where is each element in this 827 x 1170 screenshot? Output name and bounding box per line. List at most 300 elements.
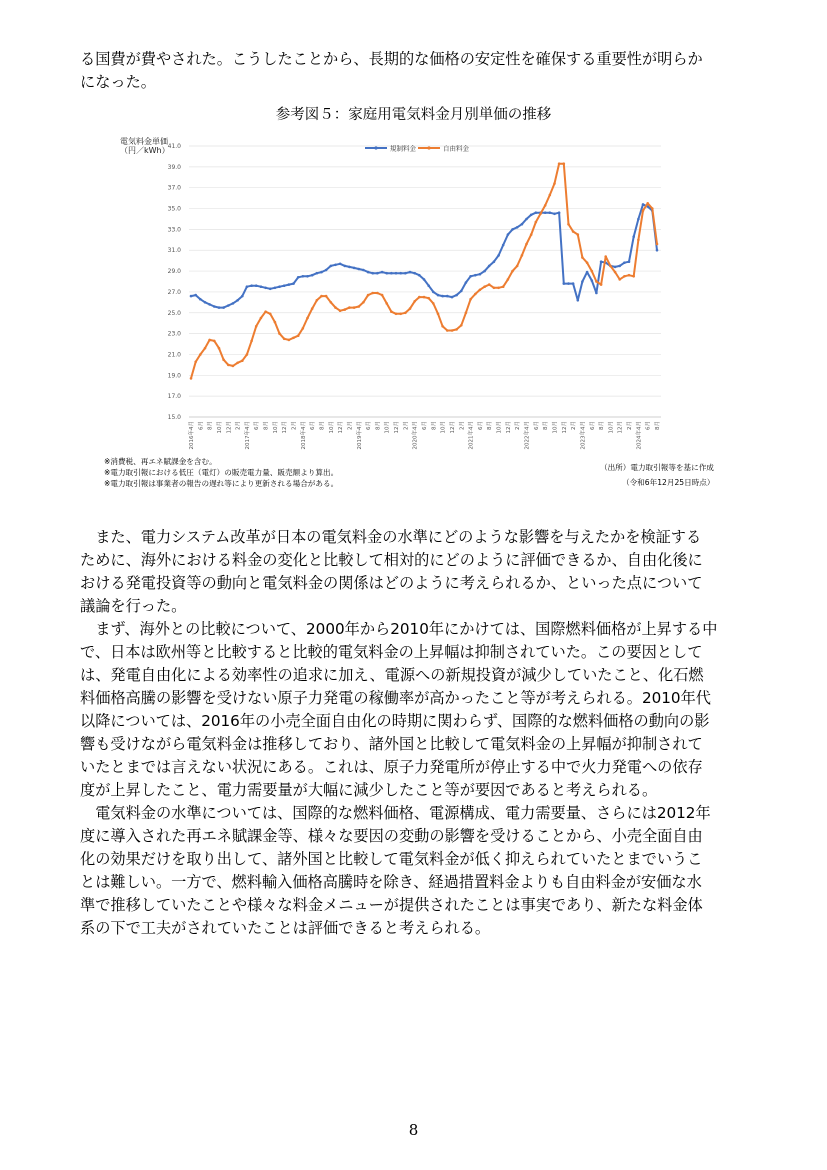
y-tick-labels xyxy=(168,143,182,421)
data-point xyxy=(250,284,253,287)
text-line: 響も受けながら電気料金は推移しており、諸外国と比較して電気料金の上昇幅が抑制されて xyxy=(80,735,703,753)
data-point xyxy=(241,295,244,298)
text-line: まず、海外との比較について、2000年から2010年にかけては、国際燃料価格が上昇する中 xyxy=(80,620,718,638)
data-point xyxy=(441,325,444,328)
data-point xyxy=(371,292,374,295)
data-point xyxy=(521,254,524,257)
data-point xyxy=(204,347,207,350)
data-point xyxy=(344,308,347,311)
data-point xyxy=(283,284,286,287)
data-point xyxy=(623,275,626,278)
data-point xyxy=(600,260,603,263)
data-point xyxy=(316,299,319,302)
data-point xyxy=(455,294,458,297)
data-point xyxy=(572,282,575,285)
legend xyxy=(365,144,470,153)
figure-note: ※消費税、再エネ賦課金を含む。 xyxy=(104,457,217,466)
data-point xyxy=(213,340,216,343)
y-tick-label: 25.0 xyxy=(167,309,181,317)
x-tick-label: 2月 xyxy=(235,421,242,430)
data-point xyxy=(577,233,580,236)
data-point xyxy=(437,294,440,297)
x-tick-label: 2022年4月 xyxy=(524,421,531,450)
data-point xyxy=(637,239,640,242)
data-point xyxy=(497,287,500,290)
data-point xyxy=(232,302,235,305)
data-point xyxy=(353,267,356,270)
data-point xyxy=(465,281,468,284)
x-tick-label: 12月 xyxy=(617,421,624,434)
data-point xyxy=(618,278,621,281)
x-tick-label: 6月 xyxy=(366,421,373,430)
data-point xyxy=(558,211,561,214)
data-point xyxy=(395,313,398,316)
x-tick-label: 2月 xyxy=(627,421,634,430)
data-point xyxy=(451,296,454,299)
data-point xyxy=(269,288,272,291)
y-tick-label: 31.0 xyxy=(167,247,181,255)
x-tick-label: 8月 xyxy=(487,421,494,430)
text-line: 以降については、2016年の小売全面自由化の時期に関わらず、国際的な燃料価格の動向の影 xyxy=(80,712,710,730)
x-tick-label: 10月 xyxy=(608,421,615,434)
y-axis-label xyxy=(120,136,170,155)
x-tick-label: 6月 xyxy=(533,421,540,430)
data-point xyxy=(269,313,272,316)
x-tick-label: 6月 xyxy=(645,421,652,430)
x-tick-label: 8月 xyxy=(207,421,214,430)
data-point xyxy=(595,292,598,295)
data-point xyxy=(413,272,416,275)
text-line: 準で推移していたことや様々な料金メニューが提供されたことは事実であり、新たな料金体 xyxy=(80,896,703,914)
text-line: 議論を行った。 xyxy=(80,597,187,615)
x-tick-label: 12月 xyxy=(394,421,401,434)
data-point xyxy=(348,306,351,309)
intro-paragraph xyxy=(80,48,752,94)
data-point xyxy=(418,296,421,299)
data-point xyxy=(194,294,197,297)
x-tick-label: 6月 xyxy=(310,421,317,430)
x-tick-label: 6月 xyxy=(422,421,428,430)
data-point xyxy=(264,287,267,290)
data-point xyxy=(390,272,393,275)
x-tick-label: 12月 xyxy=(505,421,512,434)
data-point xyxy=(353,306,356,309)
data-point xyxy=(376,292,379,295)
data-point xyxy=(241,359,244,362)
y-tick-label: 17.0 xyxy=(167,393,181,401)
text-line: ために、海外における料金の変化と比較して相対的にどのように評価できるか、自由化後に xyxy=(80,551,703,569)
x-tick-label: 8月 xyxy=(655,421,661,430)
data-point xyxy=(399,313,402,316)
data-point xyxy=(213,305,216,308)
data-point xyxy=(385,302,388,305)
y-tick-label: 37.0 xyxy=(167,184,181,192)
data-point xyxy=(199,298,202,301)
data-point xyxy=(563,162,566,165)
data-point xyxy=(628,274,631,277)
data-point xyxy=(525,243,528,246)
data-point xyxy=(306,275,309,278)
data-point xyxy=(334,306,337,309)
data-point xyxy=(246,353,249,356)
data-point xyxy=(507,278,510,281)
x-tick-label: 10月 xyxy=(272,421,279,434)
data-point xyxy=(385,272,388,275)
data-point xyxy=(567,282,570,285)
x-tick-label: 12月 xyxy=(338,421,345,434)
data-point xyxy=(455,328,458,331)
text-line: 電気料金の水準については、国際的な燃料価格、電源構成、電力需要量、さらには2012年 xyxy=(80,804,711,822)
y-tick-label: 29.0 xyxy=(167,268,181,276)
data-point xyxy=(292,337,295,340)
x-tick-label: 6月 xyxy=(477,421,484,430)
legend-label: 自由料金 xyxy=(443,144,469,153)
x-tick-label: 12月 xyxy=(449,421,456,434)
data-point xyxy=(302,275,305,278)
x-tick-label: 2月 xyxy=(291,421,298,430)
legend-label: 規制料金 xyxy=(390,144,416,153)
data-point xyxy=(604,255,607,258)
data-point xyxy=(302,327,305,330)
data-point xyxy=(413,300,416,303)
data-point xyxy=(591,279,594,282)
data-point xyxy=(479,273,482,276)
x-tick-label: 10月 xyxy=(216,421,223,434)
x-tick-label: 8月 xyxy=(431,421,438,430)
data-point xyxy=(558,162,561,165)
data-point xyxy=(632,275,635,278)
data-point xyxy=(656,249,659,252)
x-tick-label: 10月 xyxy=(440,421,447,434)
data-point xyxy=(549,194,552,197)
x-tick-label: 2016年4月 xyxy=(189,421,195,450)
data-point xyxy=(488,283,491,286)
text-line: いたとまでは言えない状況にある。これは、原子力発電所が停止する中で火力発電への依存 xyxy=(80,758,703,776)
data-point xyxy=(274,287,277,290)
x-tick-label: 10月 xyxy=(328,421,335,434)
x-tick-label: 2018年4月 xyxy=(300,421,307,450)
data-point xyxy=(623,261,626,264)
data-point xyxy=(516,226,519,229)
y-tick-label: 21.0 xyxy=(167,351,181,359)
data-point xyxy=(409,307,412,310)
y-tick-label: 39.0 xyxy=(167,163,181,171)
data-point xyxy=(469,275,472,278)
data-point xyxy=(418,274,421,277)
data-point xyxy=(577,299,580,302)
x-tick-label: 6月 xyxy=(589,421,596,430)
y-tick-label: 19.0 xyxy=(167,372,181,380)
data-point xyxy=(535,211,538,214)
x-tick-label: 10月 xyxy=(496,421,503,434)
data-point xyxy=(530,233,533,236)
data-point xyxy=(651,207,654,210)
data-point xyxy=(330,265,333,268)
text-line: 系の下で工夫がされていたことは評価できると考えられる。 xyxy=(80,919,491,937)
data-point xyxy=(441,295,444,298)
data-point xyxy=(409,271,412,274)
data-point xyxy=(297,334,300,337)
x-tick-label: 8月 xyxy=(543,421,550,430)
data-point xyxy=(404,312,407,315)
data-point xyxy=(320,271,323,274)
text-line: は、発電自由化による効率性の追求に加え、電源への新規投資が減少していたこと、化石燃 xyxy=(80,666,704,684)
x-tick-label: 6月 xyxy=(198,421,205,430)
data-point xyxy=(432,291,435,294)
data-point xyxy=(544,211,547,214)
data-point xyxy=(572,230,575,233)
x-tick-label: 8月 xyxy=(319,421,326,430)
x-tick-label: 2月 xyxy=(459,421,466,430)
data-point xyxy=(591,270,594,273)
data-point xyxy=(334,264,337,267)
data-point xyxy=(288,339,291,342)
data-point xyxy=(637,218,640,221)
x-tick-label: 10月 xyxy=(384,421,391,434)
text-line: 料価格高騰の影響を受けない原子力発電の稼働率が高かったこと等が考えられる。2010年代 xyxy=(80,689,711,707)
data-point xyxy=(399,272,402,275)
y-tick-label: 35.0 xyxy=(167,205,181,213)
data-point xyxy=(595,280,598,283)
data-point xyxy=(614,271,617,274)
data-point xyxy=(283,338,286,341)
data-point xyxy=(236,299,239,302)
x-tick-label: 6月 xyxy=(254,421,261,430)
x-tick-label: 12月 xyxy=(226,421,233,434)
data-point xyxy=(339,309,342,312)
data-point xyxy=(358,268,361,271)
data-point xyxy=(628,260,631,263)
data-point xyxy=(427,297,430,300)
data-point xyxy=(600,283,603,286)
data-point xyxy=(362,301,365,304)
data-point xyxy=(292,282,295,285)
data-point xyxy=(586,261,589,264)
data-point xyxy=(250,340,253,343)
y-axis-label-line: 電気料金単価 xyxy=(120,137,168,146)
data-point xyxy=(563,282,566,285)
figure-title: 参考図５：家庭用電気料金月別単価の推移 xyxy=(275,107,552,123)
text-line: また、電力システム改革が日本の電気料金の水準にどのような影響を与えたかを検証する xyxy=(80,528,702,546)
data-point xyxy=(642,203,645,206)
data-point xyxy=(446,329,449,332)
data-point xyxy=(493,260,496,263)
data-point xyxy=(306,317,309,320)
data-point xyxy=(581,256,584,259)
data-point xyxy=(227,304,230,307)
data-point xyxy=(427,284,430,287)
data-point xyxy=(460,324,463,327)
data-point xyxy=(260,317,263,320)
x-tick-label: 2月 xyxy=(347,421,354,430)
text-line: とは難しい。一方で、燃料輸入価格高騰時を除き、経過措置料金よりも自由料金が安価な水 xyxy=(80,873,702,891)
data-point xyxy=(567,223,570,226)
data-point xyxy=(511,228,514,231)
data-point xyxy=(348,266,351,269)
data-point xyxy=(297,276,300,279)
data-point xyxy=(618,265,621,268)
data-point xyxy=(381,294,384,297)
data-point xyxy=(199,353,202,356)
data-point xyxy=(367,294,370,297)
data-point xyxy=(362,269,365,272)
data-point xyxy=(642,209,645,212)
x-tick-label: 2020年4月 xyxy=(412,421,419,450)
data-point xyxy=(479,289,482,292)
data-point xyxy=(544,204,547,207)
data-point xyxy=(474,274,477,277)
data-point xyxy=(260,285,263,288)
x-tick-label: 2024年4月 xyxy=(636,421,643,450)
data-point xyxy=(483,270,486,273)
data-point xyxy=(581,280,584,283)
data-point xyxy=(474,293,477,296)
data-point xyxy=(507,233,510,236)
data-point xyxy=(232,365,235,368)
data-point xyxy=(274,321,277,324)
y-tick-label: 27.0 xyxy=(167,288,181,296)
text-line: おける発電投資等の動向と電気料金の関係はどのように考えられるか、といった点について xyxy=(80,574,703,592)
data-point xyxy=(432,302,435,305)
text-line: 化の効果だけを取り出して、諸外国と比較して電気料金が低く抑えられていたとまでいうこ xyxy=(80,850,703,868)
data-point xyxy=(511,270,514,273)
data-point xyxy=(325,295,328,298)
x-tick-label: 10月 xyxy=(552,421,559,434)
y-tick-label: 33.0 xyxy=(167,226,181,234)
x-tick-label: 2月 xyxy=(571,421,578,430)
data-point xyxy=(236,362,239,365)
data-point xyxy=(502,244,505,247)
x-tick-label: 2月 xyxy=(515,421,522,430)
data-point xyxy=(311,307,314,310)
data-point xyxy=(395,272,398,275)
legend-marker xyxy=(427,146,430,149)
data-point xyxy=(255,325,258,328)
data-point xyxy=(288,283,291,286)
data-point xyxy=(535,221,538,224)
data-point xyxy=(320,295,323,298)
data-point xyxy=(246,285,249,288)
data-point xyxy=(222,306,225,309)
data-point xyxy=(208,339,211,342)
data-point xyxy=(469,298,472,301)
data-point xyxy=(376,272,379,275)
figure-notes xyxy=(104,456,338,489)
data-point xyxy=(553,182,556,185)
data-point xyxy=(586,271,589,274)
data-point xyxy=(483,285,486,288)
y-axis-label-line: （円／kWh） xyxy=(120,146,170,155)
data-point xyxy=(493,287,496,290)
data-point xyxy=(553,213,556,216)
data-point xyxy=(525,218,528,221)
y-tick-label: 23.0 xyxy=(167,330,181,338)
data-point xyxy=(423,296,426,299)
data-point xyxy=(264,310,267,313)
data-point xyxy=(255,284,258,287)
data-point xyxy=(437,313,440,316)
data-point xyxy=(204,301,207,304)
line-chart xyxy=(100,128,700,453)
text-line: 度に導入された再エネ賦課金等、様々な要因の変動の影響を受けることから、小売全面自由 xyxy=(80,827,703,845)
data-point xyxy=(497,254,500,257)
data-point xyxy=(208,303,211,306)
data-point xyxy=(404,272,407,275)
data-point xyxy=(530,214,533,217)
y-tick-label: 41.0 xyxy=(167,143,181,150)
data-point xyxy=(330,301,333,304)
data-point xyxy=(358,305,361,308)
data-point xyxy=(632,235,635,238)
data-point xyxy=(488,265,491,268)
legend-marker xyxy=(374,146,377,149)
y-tick-label: 15.0 xyxy=(167,414,181,421)
text-line: る国費が費やされた。こうしたことから、長期的な価格の安定性を確保する重要性が明らか xyxy=(80,50,703,68)
figure-note: ※電力取引報は事業者の報告の遅れ等により更新される場合がある。 xyxy=(104,479,339,488)
data-point xyxy=(539,213,542,216)
data-point xyxy=(423,278,426,281)
data-point xyxy=(218,306,221,309)
page-number: 8 xyxy=(408,1121,419,1139)
x-tick-label: 12月 xyxy=(282,421,289,434)
data-point xyxy=(516,265,519,268)
data-point xyxy=(367,271,370,274)
data-point xyxy=(227,364,230,367)
data-point xyxy=(316,272,319,275)
data-point xyxy=(339,263,342,266)
x-tick-label: 2021年4月 xyxy=(468,421,475,450)
data-point xyxy=(344,265,347,268)
x-tick-label: 2019年4月 xyxy=(356,421,363,450)
figure-as-of: （令和6年12月25日時点） xyxy=(622,478,715,487)
data-point xyxy=(278,332,281,335)
data-point xyxy=(381,271,384,274)
data-point xyxy=(311,274,314,277)
x-tick-label: 2月 xyxy=(403,421,410,430)
data-point xyxy=(460,290,463,293)
x-tick-labels xyxy=(187,421,661,450)
data-point xyxy=(371,272,374,275)
x-tick-label: 12月 xyxy=(561,421,568,434)
x-tick-label: 8月 xyxy=(263,421,270,430)
data-point xyxy=(190,295,193,298)
x-tick-label: 8月 xyxy=(599,421,606,430)
figure-note: ※電力取引報における低圧（電灯）の販売電力量、販売額より算出。 xyxy=(104,468,339,477)
text-line: 度が上昇したこと、電力需要量が大幅に減少したこと等が要因であると考えられる。 xyxy=(80,781,658,799)
figure-source: （出所）電力取引報等を基に作成 xyxy=(600,463,714,472)
data-point xyxy=(656,243,659,246)
data-point xyxy=(646,202,649,205)
data-point xyxy=(222,358,225,361)
data-point xyxy=(325,269,328,272)
data-point xyxy=(390,310,393,313)
x-tick-label: 2017年4月 xyxy=(244,421,251,450)
data-point xyxy=(614,266,617,269)
data-point xyxy=(465,312,468,315)
body-paragraphs xyxy=(80,526,752,940)
data-point xyxy=(190,377,193,380)
data-point xyxy=(521,223,524,226)
data-point xyxy=(451,329,454,332)
x-tick-label: 2023年4月 xyxy=(580,421,587,450)
data-point xyxy=(194,361,197,364)
data-point xyxy=(446,295,449,298)
data-point xyxy=(218,347,221,350)
data-point xyxy=(609,265,612,268)
data-point xyxy=(549,211,552,214)
text-line: になった。 xyxy=(80,73,156,91)
data-point xyxy=(278,285,281,288)
